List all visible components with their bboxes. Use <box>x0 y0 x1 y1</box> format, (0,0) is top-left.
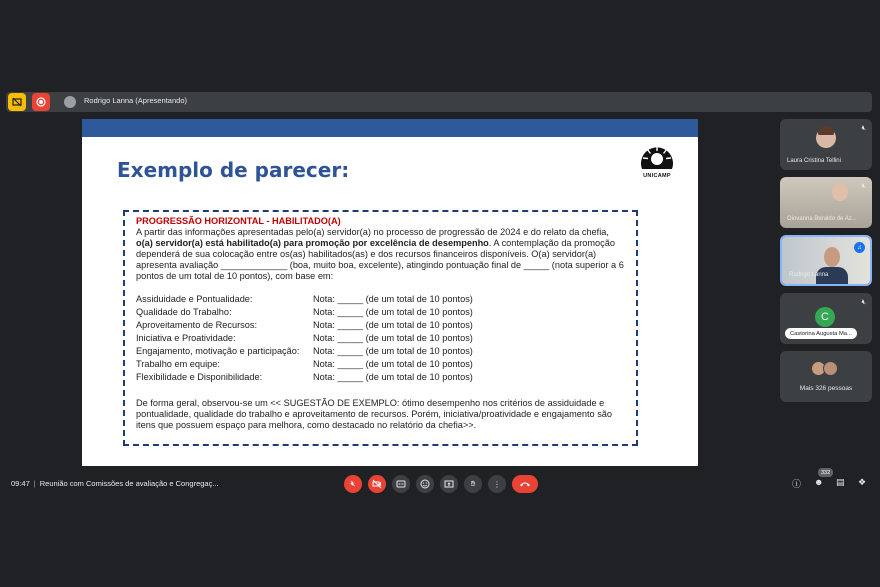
parecer-paragraph <box>136 227 625 282</box>
mic-off-icon: 🔇︎ <box>861 299 866 306</box>
criteria-nota: Nota: _____ (de um total de 10 pontos) <box>313 359 473 369</box>
participant-tile-active[interactable] <box>780 235 872 286</box>
participant-tile[interactable] <box>780 177 872 228</box>
hand-icon: ✋︎ <box>470 479 476 488</box>
camera-button[interactable] <box>368 475 386 493</box>
present-toggle-button[interactable] <box>8 93 26 111</box>
participant-hair <box>818 126 834 135</box>
more-people-tile[interactable] <box>780 351 872 402</box>
more-vert-icon: ⋮ <box>493 479 501 489</box>
criteria-name: Iniciativa e Proatividade: <box>136 333 236 343</box>
captions-icon <box>396 479 406 489</box>
parecer-closing: De forma geral, observou-se um << SUGESTÃO DE EXEMPLO: ótimo desempenho nos critérios de assiduidade e pontualidade, qualidade do trabalho e aproveitamento de recursos. Porém, iniciativa/proatividade e engajamento são itens que possuem espaço para melhora, como destacado no relatório da chefia>>. <box>136 398 613 430</box>
participant-name: Rodrigo Lanna <box>789 272 829 278</box>
slide-header-band <box>82 119 698 137</box>
criteria-name: Aproveitamento de Recursos: <box>136 320 258 330</box>
criteria-name: Qualidade do Trabalho: <box>136 307 232 317</box>
unicamp-logo <box>634 141 680 183</box>
camera-off-icon <box>372 479 382 489</box>
more-people-label: Mais 326 pessoas <box>799 385 853 392</box>
unicamp-logo-icon <box>634 141 680 173</box>
participant-avatar: C <box>815 307 835 327</box>
paragraph-bold-text: o(a) servidor(a) está habilitado(a) para promoção por excelência de desempenho <box>136 238 489 248</box>
criteria-row <box>136 332 625 345</box>
criteria-name: Trabalho em equipe: <box>136 359 220 369</box>
participant-name: Giovanna Beraldo de Az... <box>787 216 857 222</box>
info-icon: ⓘ <box>792 479 802 489</box>
criteria-row <box>136 306 625 319</box>
criteria-nota: Nota: _____ (de um total de 10 pontos) <box>313 320 473 330</box>
parecer-box <box>123 210 638 446</box>
participant-name-chip <box>785 328 857 339</box>
participant-name: Laura Cristina Tellini <box>787 158 841 164</box>
presenter-bar <box>6 92 872 112</box>
present-screen-icon <box>444 479 454 489</box>
avatar <box>823 361 838 376</box>
criteria-nota: Nota: _____ (de um total de 10 pontos) <box>313 333 473 343</box>
participant-tile[interactable] <box>780 293 872 344</box>
criteria-name: Engajamento, motivação e participação: <box>136 346 300 356</box>
record-button[interactable] <box>32 93 50 111</box>
mic-off-icon: 🔇︎ <box>861 183 866 190</box>
participant-count-badge: 332 <box>818 468 833 477</box>
chat-button[interactable] <box>836 477 845 488</box>
present-screen-button[interactable] <box>440 475 458 493</box>
criteria-row <box>136 345 625 358</box>
mic-off-icon: 🔇︎ <box>861 125 866 132</box>
meeting-title: Reunião com Comissões de avaliação e Congregaç... <box>39 479 219 488</box>
slide-title: Exemplo de parecer: <box>117 158 350 182</box>
captions-button[interactable] <box>392 475 410 493</box>
clock: 09:47 <box>11 479 30 488</box>
speaking-icon: ♫ <box>854 242 865 253</box>
presenter-avatar <box>64 96 76 108</box>
criteria-name: Flexibilidade e Disponibilidade: <box>136 372 263 382</box>
logo-text: UNICAMP <box>643 173 671 179</box>
people-button[interactable] <box>814 477 823 487</box>
paragraph-text-2: . A contemplação da promoção dependerá de sua colocação entre os(as) habilitados(as) e dos recursos financeiros disponíveis. O(a) servidor(a) apresenta avaliação _____________ (boa, muito boa, excelente), atingindo pontuação final de _____ (nota superior a 6 pontos de um total de 10 pontos), com base em: <box>136 238 624 281</box>
participant-tile[interactable] <box>780 119 872 170</box>
paragraph-text-1: A partir das informações apresentadas pelo(a) servidor(a) no processo de progressão de 2024 e do relato da chefia, <box>136 227 609 237</box>
criteria-name: Assiduidade e Pontualidade: <box>136 294 253 304</box>
mic-off-icon: 🔇︎ <box>350 479 356 488</box>
more-options-button[interactable] <box>488 475 506 493</box>
mic-button[interactable] <box>344 475 362 493</box>
criteria-nota: Nota: _____ (de um total de 10 pontos) <box>313 372 473 382</box>
people-icon: ☻ <box>814 477 824 487</box>
info-button[interactable] <box>792 477 801 490</box>
criteria-row <box>136 293 625 306</box>
hang-up-icon <box>519 480 531 488</box>
criteria-row <box>136 358 625 371</box>
more-people-avatars <box>811 361 841 377</box>
chat-icon: ▤ <box>836 477 845 487</box>
parecer-heading: PROGRESSÃO HORIZONTAL - HABILITADO(A) <box>136 216 341 226</box>
shared-slide <box>82 119 698 466</box>
present-icon <box>12 97 22 107</box>
participant-face <box>824 247 840 267</box>
record-icon <box>36 97 46 107</box>
criteria-nota: Nota: _____ (de um total de 10 pontos) <box>313 294 473 304</box>
activities-button[interactable] <box>858 477 866 488</box>
separator: | <box>33 479 36 488</box>
participant-face <box>832 183 848 201</box>
criteria-nota: Nota: _____ (de um total de 10 pontos) <box>313 346 473 356</box>
criteria-list <box>136 293 625 384</box>
activities-icon: ❖ <box>858 477 867 487</box>
participant-name: Castorina Augusta Ma... <box>790 330 852 337</box>
emoji-button[interactable] <box>416 475 434 493</box>
presenter-title: Rodrigo Lanna (Apresentando) <box>84 96 187 105</box>
criteria-row <box>136 319 625 332</box>
meeting-info <box>11 479 219 488</box>
emoji-icon <box>420 479 430 489</box>
leave-call-button[interactable] <box>512 475 538 493</box>
criteria-row <box>136 371 625 384</box>
raise-hand-button[interactable] <box>464 475 482 493</box>
criteria-nota: Nota: _____ (de um total de 10 pontos) <box>313 307 473 317</box>
